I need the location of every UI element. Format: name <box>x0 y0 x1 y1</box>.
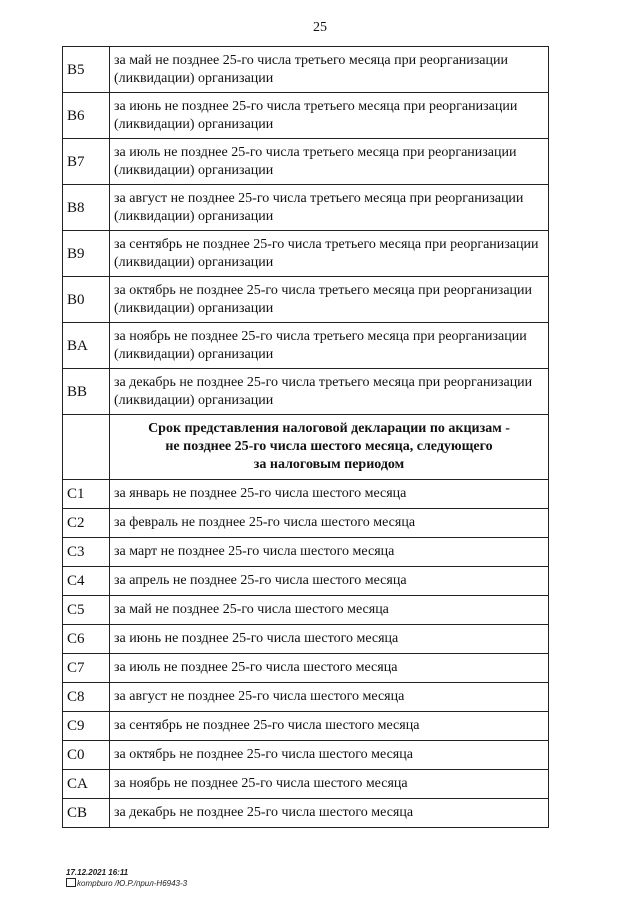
description-cell: за июль не позднее 25-го числа шестого месяца <box>110 654 549 683</box>
footer-path: kompburo /Ю.Р./прил-Н6943-3 <box>77 879 188 888</box>
code-cell: C5 <box>63 596 110 625</box>
table-row <box>63 93 549 139</box>
description-cell: за июнь не позднее 25-го числа третьего месяца при реорганизации (ликвидации) организации <box>110 93 549 139</box>
page-number: 25 <box>313 20 327 35</box>
description-cell: за июль не позднее 25-го числа третьего месяца при реорганизации (ликвидации) организации <box>110 139 549 185</box>
code-cell: C7 <box>63 654 110 683</box>
description-cell: за декабрь не позднее 25-го числа третьего месяца при реорганизации (ликвидации) организации <box>110 369 549 415</box>
table-row <box>63 509 549 538</box>
description-cell: за июнь не позднее 25-го числа шестого месяца <box>110 625 549 654</box>
document-footer <box>66 868 187 889</box>
table-row <box>63 538 549 567</box>
table-row <box>63 712 549 741</box>
empty-code-cell <box>63 415 110 480</box>
stamp-icon <box>66 878 76 887</box>
table-row <box>63 654 549 683</box>
table-row <box>63 323 549 369</box>
table-row <box>63 683 549 712</box>
description-cell: за январь не позднее 25-го числа шестого месяца <box>110 480 549 509</box>
description-cell: за февраль не позднее 25-го числа шестого месяца <box>110 509 549 538</box>
code-cell: C6 <box>63 625 110 654</box>
description-cell: за сентябрь не позднее 25-го числа третьего месяца при реорганизации (ликвидации) организации <box>110 231 549 277</box>
section-heading-line-2: не позднее 25-го числа шестого месяца, следующего <box>165 439 493 454</box>
table-row <box>63 770 549 799</box>
table-row <box>63 47 549 93</box>
table-row <box>63 185 549 231</box>
table-row <box>63 596 549 625</box>
code-cell: BA <box>63 323 110 369</box>
description-cell: за сентябрь не позднее 25-го числа шестого месяца <box>110 712 549 741</box>
description-cell: за декабрь не позднее 25-го числа шестого месяца <box>110 799 549 828</box>
table-row <box>63 625 549 654</box>
table-row <box>63 567 549 596</box>
description-cell: за октябрь не позднее 25-го числа шестого месяца <box>110 741 549 770</box>
code-cell: B6 <box>63 93 110 139</box>
table-row <box>63 369 549 415</box>
description-cell: за май не позднее 25-го числа шестого месяца <box>110 596 549 625</box>
table-row <box>63 799 549 828</box>
code-cell: CB <box>63 799 110 828</box>
code-cell: C4 <box>63 567 110 596</box>
code-cell: C9 <box>63 712 110 741</box>
table-row <box>63 231 549 277</box>
code-cell: CA <box>63 770 110 799</box>
code-cell: B5 <box>63 47 110 93</box>
code-cell: C1 <box>63 480 110 509</box>
code-cell: C3 <box>63 538 110 567</box>
code-cell: BB <box>63 369 110 415</box>
description-cell: за май не позднее 25-го числа третьего месяца при реорганизации (ликвидации) организации <box>110 47 549 93</box>
footer-date: 17.12.2021 16:11 <box>66 868 129 877</box>
section-heading-line-1: Срок представления налоговой декларации по акцизам - <box>148 421 510 436</box>
description-cell: за август не позднее 25-го числа третьего месяца при реорганизации (ликвидации) организации <box>110 185 549 231</box>
code-cell: C2 <box>63 509 110 538</box>
description-cell: за ноябрь не позднее 25-го числа третьего месяца при реорганизации (ликвидации) организации <box>110 323 549 369</box>
code-cell: B0 <box>63 277 110 323</box>
code-cell: C0 <box>63 741 110 770</box>
section-heading-line-3: за налоговым периодом <box>253 457 405 472</box>
table-row <box>63 741 549 770</box>
table-row <box>63 139 549 185</box>
description-cell: за октябрь не позднее 25-го числа третьего месяца при реорганизации (ликвидации) организации <box>110 277 549 323</box>
description-cell: за ноябрь не позднее 25-го числа шестого месяца <box>110 770 549 799</box>
section-heading <box>110 415 549 480</box>
code-cell: B9 <box>63 231 110 277</box>
section-heading-row <box>63 415 549 480</box>
codes-table <box>62 46 549 828</box>
footer-path-line <box>66 878 187 889</box>
code-cell: B7 <box>63 139 110 185</box>
code-cell: B8 <box>63 185 110 231</box>
code-cell: C8 <box>63 683 110 712</box>
description-cell: за апрель не позднее 25-го числа шестого месяца <box>110 567 549 596</box>
description-cell: за март не позднее 25-го числа шестого месяца <box>110 538 549 567</box>
table-row <box>63 480 549 509</box>
description-cell: за август не позднее 25-го числа шестого месяца <box>110 683 549 712</box>
table-row <box>63 277 549 323</box>
